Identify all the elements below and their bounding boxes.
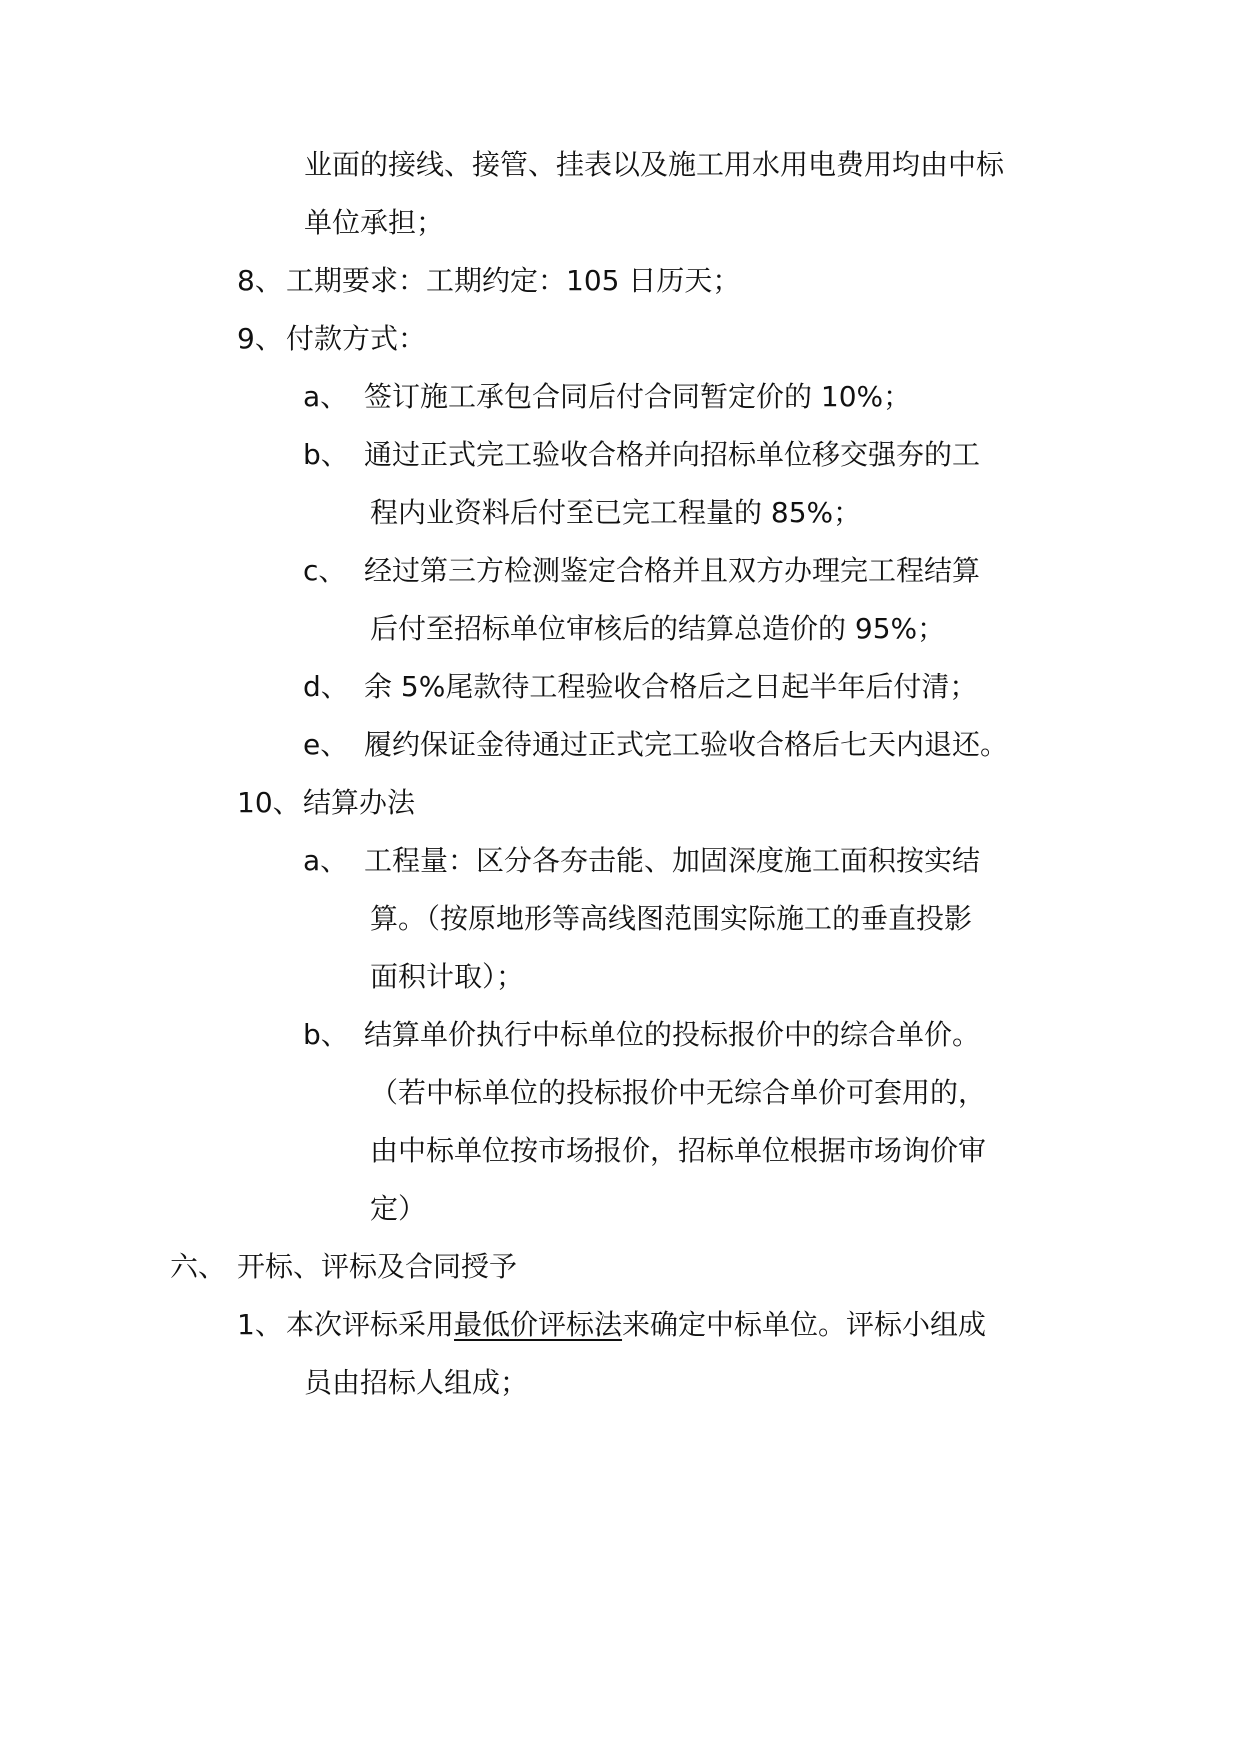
list-item-text (286, 1305, 986, 1345)
list-number: 9、 (237, 322, 283, 355)
sublist-text: 经过第三方检测鉴定合格并且双方办理完工程结算 (364, 554, 981, 587)
paragraph-line: 业面的接线、接管、挂表以及施工用水用电费用均由中标 (304, 148, 1005, 181)
list-item-text: 付款方式： (286, 322, 427, 355)
sublist-letter: a、 (303, 380, 349, 413)
sublist-text: 算。（按原地形等高线图范围实际施工的垂直投影 (370, 902, 973, 935)
sublist-text: 余 5%尾款待工程验收合格后之日起半年后付清； (364, 670, 978, 703)
list-item-text: 员由招标人组成； (304, 1366, 529, 1399)
list-number: 10、 (237, 786, 301, 819)
underlined-term: 最低价评标法 (454, 1308, 623, 1341)
sublist-text: 通过正式完工验收合格并向招标单位移交强夯的工 (364, 438, 981, 471)
sublist-text: 履约保证金待通过正式完工验收合格后七天内退还。 (364, 728, 1009, 761)
sublist-text: 工程量：区分各夯击能、加固深度施工面积按实结 (364, 844, 981, 877)
text-segment: 本次评标采用 (286, 1308, 455, 1341)
sublist-text: 面积计取）； (370, 960, 525, 993)
paragraph-line: 单位承担； (304, 206, 445, 239)
sublist-text: 后付至招标单位审核后的结算总造价的 95%； (370, 612, 946, 645)
section-heading: 开标、评标及合同授予 (237, 1250, 518, 1283)
sublist-letter: b、 (303, 1018, 349, 1051)
sublist-letter: d、 (303, 670, 349, 703)
list-item-text: 结算办法 (303, 786, 416, 819)
text-segment: 来确定中标单位。评标小组成 (622, 1308, 987, 1341)
sublist-text: （若中标单位的投标报价中无综合单价可套用的， (370, 1076, 987, 1109)
sublist-letter: c、 (303, 554, 347, 587)
section-number: 六、 (170, 1250, 227, 1283)
sublist-letter: b、 (303, 438, 349, 471)
sublist-letter: a、 (303, 844, 349, 877)
list-number: 8、 (237, 264, 283, 297)
sublist-letter: e、 (303, 728, 349, 761)
sublist-text: 由中标单位按市场报价，招标单位根据市场询价审 (370, 1134, 987, 1167)
list-number: 1、 (237, 1308, 283, 1341)
sublist-text: 结算单价执行中标单位的投标报价中的综合单价。 (364, 1018, 981, 1051)
sublist-text: 定） (370, 1192, 427, 1225)
sublist-text: 程内业资料后付至已完工程量的 85%； (370, 496, 862, 529)
sublist-text: 签订施工承包合同后付合同暂定价的 10%； (364, 380, 912, 413)
list-item-text: 工期要求：工期约定：105 日历天； (286, 264, 741, 297)
